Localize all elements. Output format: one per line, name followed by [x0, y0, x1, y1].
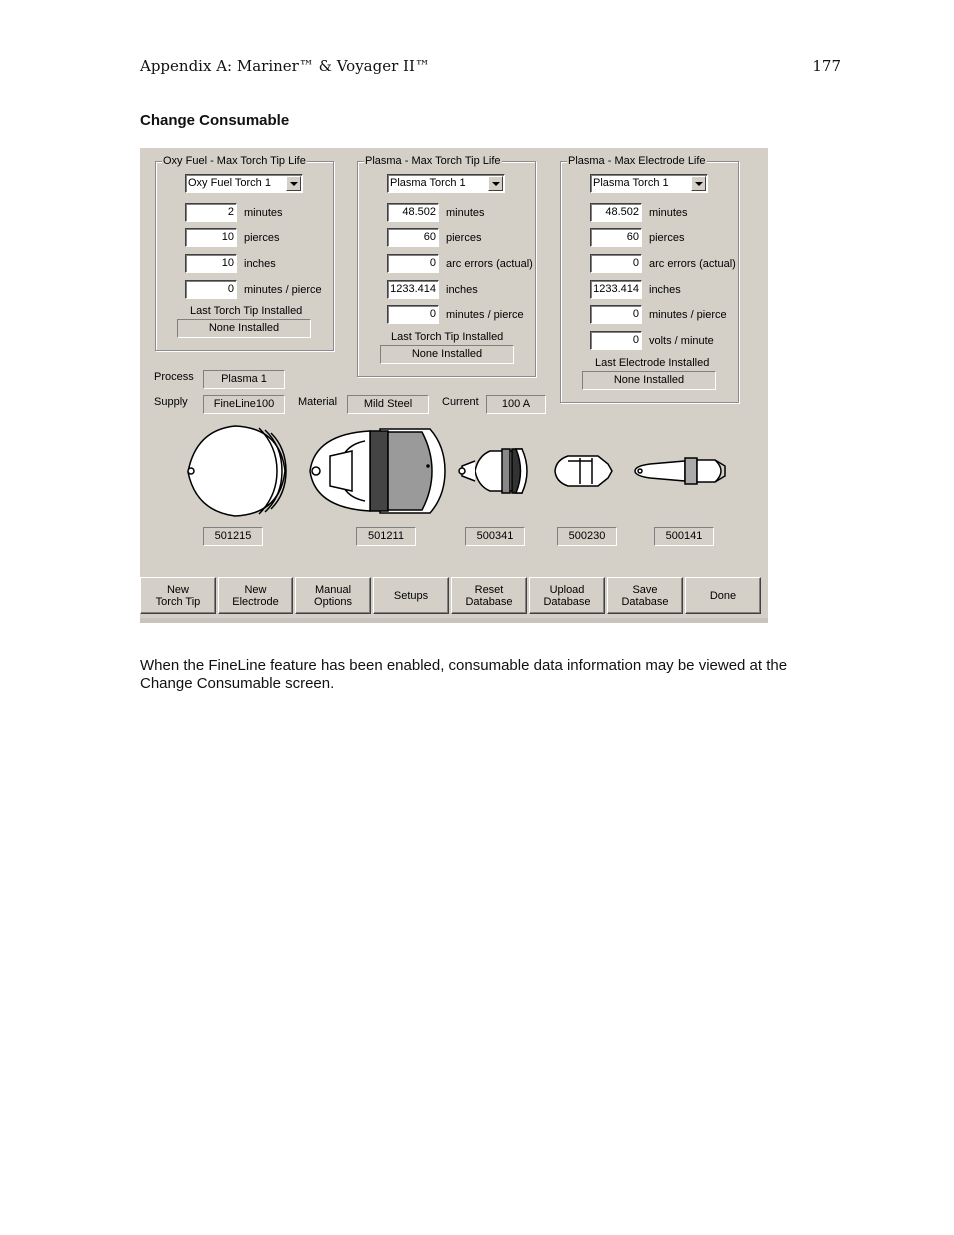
electrode-minutes-input[interactable]: 48.502 [590, 203, 642, 222]
part-number-0: 501215 [203, 527, 263, 546]
process-label: Process [154, 371, 194, 383]
electrode-inches-input[interactable]: 1233.414 [590, 280, 642, 299]
nozzle-part-icon [459, 449, 527, 493]
oxy-inches-label: inches [244, 258, 276, 270]
part-number-2: 500341 [465, 527, 525, 546]
oxy-last-installed-value: None Installed [177, 319, 311, 338]
electrode-minutes-per-pierce-input[interactable]: 0 [590, 305, 642, 324]
plasma-tip-torch-select-value: Plasma Torch 1 [390, 177, 466, 189]
plasma-tip-inches-input[interactable]: 1233.414 [387, 280, 439, 299]
oxy-last-installed-label: Last Torch Tip Installed [190, 305, 303, 317]
supply-value: FineLine100 [203, 395, 285, 414]
consumable-parts-illustration [140, 416, 768, 526]
plasma-tip-arc-errors-input[interactable]: 0 [387, 254, 439, 273]
electrode-minutes-label: minutes [649, 207, 688, 219]
plasma-tip-minutes-label: minutes [446, 207, 485, 219]
plasma-tip-last-installed-label: Last Torch Tip Installed [391, 331, 504, 343]
oxy-minutes-label: minutes [244, 207, 283, 219]
plasma-tip-minutes-per-pierce-input[interactable]: 0 [387, 305, 439, 324]
upload-database-button-label: Upload Database [543, 583, 591, 608]
body-paragraph: When the FineLine feature has been enabled, consumable data information may be viewed at the Change Consumable screen. [140, 657, 788, 692]
new-electrode-button-label: New Electrode [232, 583, 279, 608]
oxy-fuel-group-legend: Oxy Fuel - Max Torch Tip Life [163, 155, 306, 167]
setups-button-label: Setups [393, 589, 429, 602]
save-database-button[interactable] [607, 577, 683, 614]
change-consumable-screen [140, 148, 768, 623]
electrode-last-installed-value: None Installed [582, 371, 716, 390]
section-title: Change Consumable [140, 112, 290, 129]
plasma-tip-pierces-label: pierces [446, 232, 482, 244]
oxy-minutes-per-pierce-input[interactable]: 0 [185, 280, 237, 299]
oxy-minutes-input[interactable]: 2 [185, 203, 237, 222]
page-number: 177 [812, 57, 841, 75]
screen-bottom-edge [140, 618, 768, 623]
plasma-tip-torch-select[interactable] [387, 174, 505, 193]
plasma-electrode-group-legend: Plasma - Max Electrode Life [568, 155, 706, 167]
oxy-pierces-label: pierces [244, 232, 280, 244]
electrode-arc-errors-input[interactable]: 0 [590, 254, 642, 273]
electrode-volts-per-minute-input[interactable]: 0 [590, 331, 642, 350]
plasma-tip-pierces-input[interactable]: 60 [387, 228, 439, 247]
electrode-part-icon [635, 458, 725, 484]
upload-database-button[interactable] [529, 577, 605, 614]
oxy-pierces-input[interactable]: 10 [185, 228, 237, 247]
electrode-minutes-per-pierce-label: minutes / pierce [649, 309, 727, 321]
plasma-electrode-torch-select-value: Plasma Torch 1 [593, 177, 669, 189]
retaining-cap-part-icon [310, 429, 445, 513]
supply-label: Supply [154, 396, 188, 408]
electrode-pierces-input[interactable]: 60 [590, 228, 642, 247]
new-torch-tip-button-label: New Torch Tip [155, 583, 201, 608]
oxy-inches-input[interactable]: 10 [185, 254, 237, 273]
chevron-down-icon[interactable] [286, 176, 301, 191]
done-button-label: Done [709, 589, 737, 602]
plasma-tip-minutes-input[interactable]: 48.502 [387, 203, 439, 222]
electrode-inches-label: inches [649, 284, 681, 296]
save-database-button-label: Save Database [621, 583, 669, 608]
oxy-fuel-torch-select-value: Oxy Fuel Torch 1 [188, 177, 271, 189]
chevron-down-icon[interactable] [488, 176, 503, 191]
reset-database-button[interactable] [451, 577, 527, 614]
page-header-title: Appendix A: Mariner™ & Voyager II™ [140, 57, 430, 75]
new-electrode-button[interactable] [218, 577, 293, 614]
material-value: Mild Steel [347, 395, 429, 414]
electrode-last-installed-label: Last Electrode Installed [595, 357, 710, 369]
setups-button[interactable] [373, 577, 449, 614]
current-value: 100 A [486, 395, 546, 414]
reset-database-button-label: Reset Database [465, 583, 513, 608]
plasma-tip-arc-errors-label: arc errors (actual) [446, 258, 533, 270]
shield-cap-part-icon [188, 426, 286, 516]
done-button[interactable] [685, 577, 761, 614]
oxy-minutes-per-pierce-label: minutes / pierce [244, 284, 322, 296]
part-number-3: 500230 [557, 527, 617, 546]
part-number-1: 501211 [356, 527, 416, 546]
electrode-pierces-label: pierces [649, 232, 685, 244]
swirl-ring-part-icon [555, 456, 612, 486]
new-torch-tip-button[interactable] [140, 577, 216, 614]
plasma-electrode-torch-select[interactable] [590, 174, 708, 193]
chevron-down-icon[interactable] [691, 176, 706, 191]
process-value: Plasma 1 [203, 370, 285, 389]
material-label: Material [298, 396, 338, 408]
electrode-arc-errors-label: arc errors (actual) [649, 258, 736, 270]
current-label: Current [442, 396, 479, 408]
manual-options-button[interactable] [295, 577, 371, 614]
oxy-fuel-torch-select[interactable] [185, 174, 303, 193]
part-number-4: 500141 [654, 527, 714, 546]
plasma-tip-last-installed-value: None Installed [380, 345, 514, 364]
plasma-tip-inches-label: inches [446, 284, 478, 296]
manual-options-button-label: Manual Options [314, 583, 352, 608]
plasma-tip-minutes-per-pierce-label: minutes / pierce [446, 309, 524, 321]
electrode-volts-per-minute-label: volts / minute [649, 335, 714, 347]
plasma-tip-group-legend: Plasma - Max Torch Tip Life [365, 155, 501, 167]
